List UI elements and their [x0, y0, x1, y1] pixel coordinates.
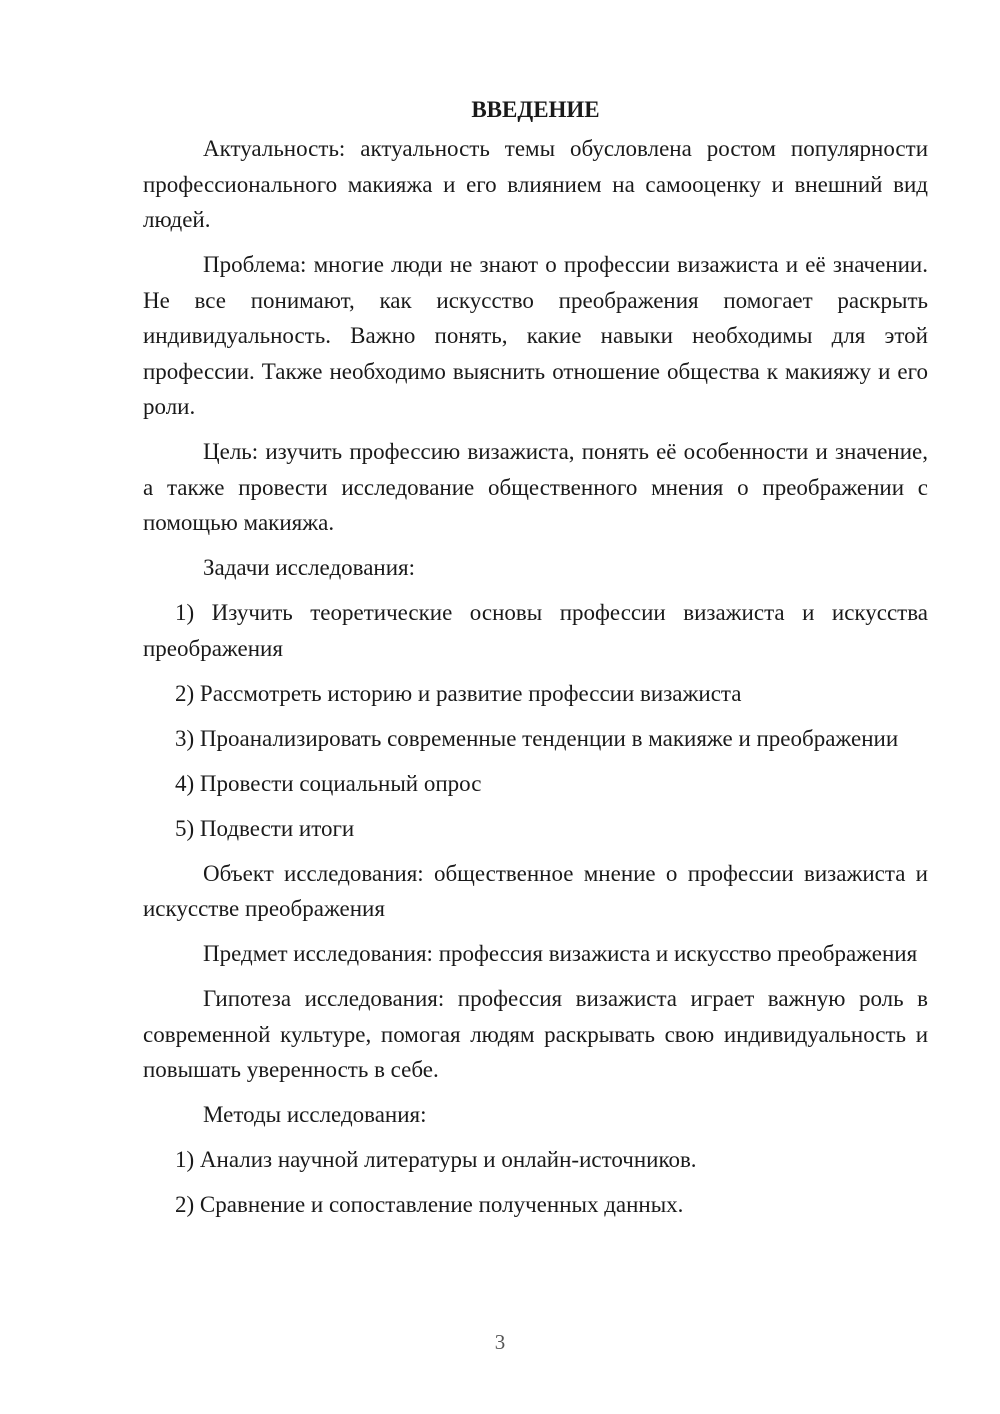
methods-heading: Методы исследования: [203, 1102, 427, 1127]
relevance-paragraph: Актуальность: актуальность темы обусловлена ростом популярности профессионального макияжа и его влиянием на самооценку и внешний вид людей. [143, 136, 928, 232]
subject-paragraph: Предмет исследования: профессия визажиста и искусство преображения [203, 941, 918, 966]
section-title: ВВЕДЕНИЕ [471, 97, 600, 122]
task-item: 3) Проанализировать современные тенденции в макияже и преображении [175, 725, 899, 751]
task-item: 1) Изучить теоретические основы профессии визажиста и искусства преображения [143, 600, 928, 661]
method-item: 1) Анализ научной литературы и онлайн-источников. [175, 1147, 697, 1172]
object-paragraph: Объект исследования: общественное мнение о профессии визажиста и искусстве преображения [143, 860, 928, 921]
task-item: 2) Рассмотреть историю и развитие профессии визажиста [175, 680, 742, 706]
task-item: 4) Провести социальный опрос [175, 770, 482, 796]
problem-paragraph: Проблема: многие люди не знают о профессии визажиста и её значении. Не все понимают, как искусство преображения помогает раскрыть индивидуальность. Важно понять, какие навыки необходимы для этой профессии. Также необходимо выяснить отношение общества к макияжу и его роли. [143, 252, 928, 419]
task-item: 5) Подвести итоги [175, 815, 355, 841]
page-number: 3 [494, 1330, 506, 1354]
tasks-heading: Задачи исследования: [203, 555, 416, 580]
hypothesis-paragraph: Гипотеза исследования: профессия визажиста играет важную роль в современной культуре, помогая людям раскрывать свою индивидуальность и повышать уверенность в себе. [143, 986, 928, 1082]
page-content [143, 92, 928, 1232]
goal-paragraph: Цель: изучить профессию визажиста, понять её особенности и значение, а также провести исследование общественного мнения о преображении с помощью макияжа. [143, 439, 928, 535]
method-item: 2) Сравнение и сопоставление полученных данных. [175, 1192, 684, 1217]
